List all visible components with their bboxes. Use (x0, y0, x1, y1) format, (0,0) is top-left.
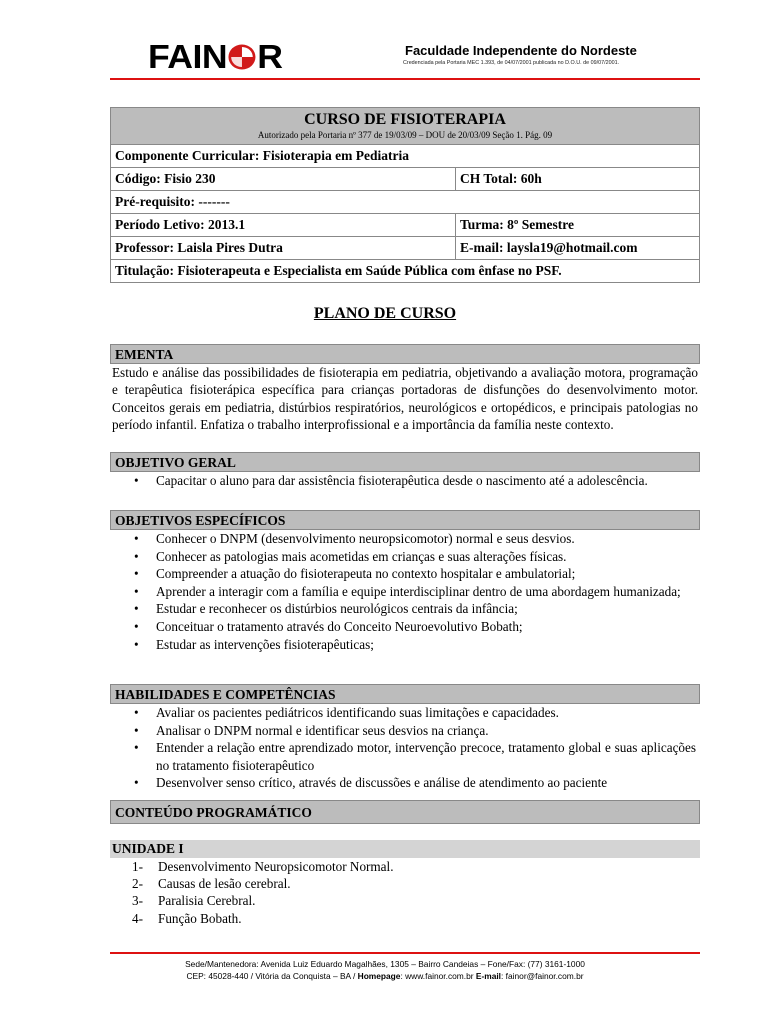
list-item: 3- Paralisia Cerebral. (132, 893, 256, 909)
objetivo-geral-list (110, 472, 700, 490)
course-period: Período Letivo: 2013.1 (111, 214, 456, 237)
habilidades-heading: HABILIDADES E COMPETÊNCIAS (110, 684, 700, 704)
course-ch-total: CH Total: 60h (456, 168, 700, 191)
list-item: 2- Causas de lesão cerebral. (132, 876, 291, 892)
list-item: • Analisar o DNPM normal e identificar seus desvios na criança. (110, 722, 700, 740)
list-item: • Conhecer as patologias mais acometidas em crianças e suas alterações físicas. (110, 548, 700, 566)
course-code: Código: Fisio 230 (111, 168, 456, 191)
plan-title: PLANO DE CURSO (313, 305, 457, 322)
objetivos-especificos-heading: OBJETIVOS ESPECÍFICOS (110, 510, 700, 530)
homepage-link[interactable]: : www.fainor.com.br (400, 971, 476, 981)
logo-text-b: R (257, 38, 283, 75)
course-professor: Professor: Laisla Pires Dutra (111, 237, 456, 260)
ementa-section (110, 344, 700, 434)
list-item: • Estudar as intervenções fisioterapêuticas; (110, 636, 700, 654)
header-divider (110, 78, 700, 80)
conteudo-section (110, 800, 700, 927)
list-item: • Aprender a interagir com a família e equipe interdisciplinar dentro de uma abordagem humanizada; (110, 583, 700, 601)
course-email: E-mail: laysla19@hotmail.com (456, 237, 700, 260)
footer-divider (110, 952, 700, 954)
list-item: • Estudar e reconhecer os distúrbios neurológicos centrais da infância; (110, 600, 700, 618)
course-info-table (110, 107, 700, 283)
institution-credential: Credenciada pela Portaria MEC 1.393, de 04/07/2001 publicada no D.O.U. de 09/07/2001. (403, 60, 620, 66)
list-item: 1- Desenvolvimento Neuropsicomotor Normal. (132, 859, 394, 874)
page-footer (0, 958, 770, 982)
habilidades-list (110, 704, 700, 792)
course-title: CURSO DE FISIOTERAPIA (304, 111, 506, 128)
institution-name: Faculdade Independente do Nordeste (405, 43, 637, 58)
footer-contact: CEP: 45028-440 / Vitória da Conquista – BA / Homepage: www.fainor.com.br E-mail: fainor@fainor.com.br (186, 971, 584, 981)
list-item: 4- Função Bobath. (132, 910, 242, 926)
course-class: Turma: 8º Semestre (456, 214, 700, 237)
course-title-cell (111, 108, 700, 145)
list-item: • Conhecer o DNPM (desenvolvimento neuropsicomotor) normal e seus desvios. (110, 530, 700, 548)
component-curricular: Componente Curricular: Fisioterapia em Pediatria (111, 145, 700, 168)
unit-title: UNIDADE I (110, 840, 700, 858)
unit-content-list (110, 858, 700, 927)
list-item: • Desenvolver senso crítico, através de discussões e análise de atendimento ao paciente (110, 774, 700, 792)
course-titulation: Titulação: Fisioterapeuta e Especialista em Saúde Pública com ênfase no PSF. (111, 260, 700, 283)
ementa-heading: EMENTA (110, 344, 700, 364)
objetivo-geral-heading: OBJETIVO GERAL (110, 452, 700, 472)
habilidades-section (110, 684, 700, 792)
conteudo-heading: CONTEÚDO PROGRAMÁTICO (110, 800, 700, 824)
objetivo-geral-section (110, 452, 700, 490)
logo-o-icon (228, 44, 256, 70)
footer-address: Sede/Mantenedora: Avenida Luiz Eduardo Magalhães, 1305 – Bairro Candeias – Fone/Fax: (77) 3161-1000 (185, 959, 585, 969)
fainor-logo (148, 40, 282, 73)
list-item: • Capacitar o aluno para dar assistência fisioterapêutica desde o nascimento até a adolescência. (110, 472, 700, 490)
objetivos-especificos-section (110, 510, 700, 653)
objetivos-especificos-list (110, 530, 700, 653)
logo-text-a: FAIN (148, 38, 228, 75)
list-item: • Entender a relação entre aprendizado motor, intervenção precoce, tratamento global e suas aplicações no tratamento fisioterapêutico (110, 739, 700, 774)
email-link[interactable]: : fainor@fainor.com.br (501, 971, 584, 981)
list-item: • Compreender a atuação do fisioterapeuta no contexto hospitalar e ambulatorial; (110, 565, 700, 583)
course-prerequisite: Pré-requisito: ------- (111, 191, 700, 214)
list-item: • Conceituar o tratamento através do Conceito Neuroevolutivo Bobath; (110, 618, 700, 636)
course-authorization: Autorizado pela Portaria nº 377 de 19/03/09 – DOU de 20/03/09 Seção 1. Pág. 09 (257, 130, 553, 140)
list-item: • Avaliar os pacientes pediátricos identificando suas limitações e capacidades. (110, 704, 700, 722)
ementa-text: Estudo e análise das possibilidades de fisioterapia em pediatria, objetivando a avaliação motora, programação e terapêutica fisioterápica específica para crianças portadoras de disfunções do desenvolvimento motor. Conceitos gerais em pediatria, distúrbios respiratórios, neurológicos e ortopédicos, e principais patologias no período infantil. Enfatiza o trabalho interprofissional e a importância da família neste contexto. (112, 365, 698, 433)
